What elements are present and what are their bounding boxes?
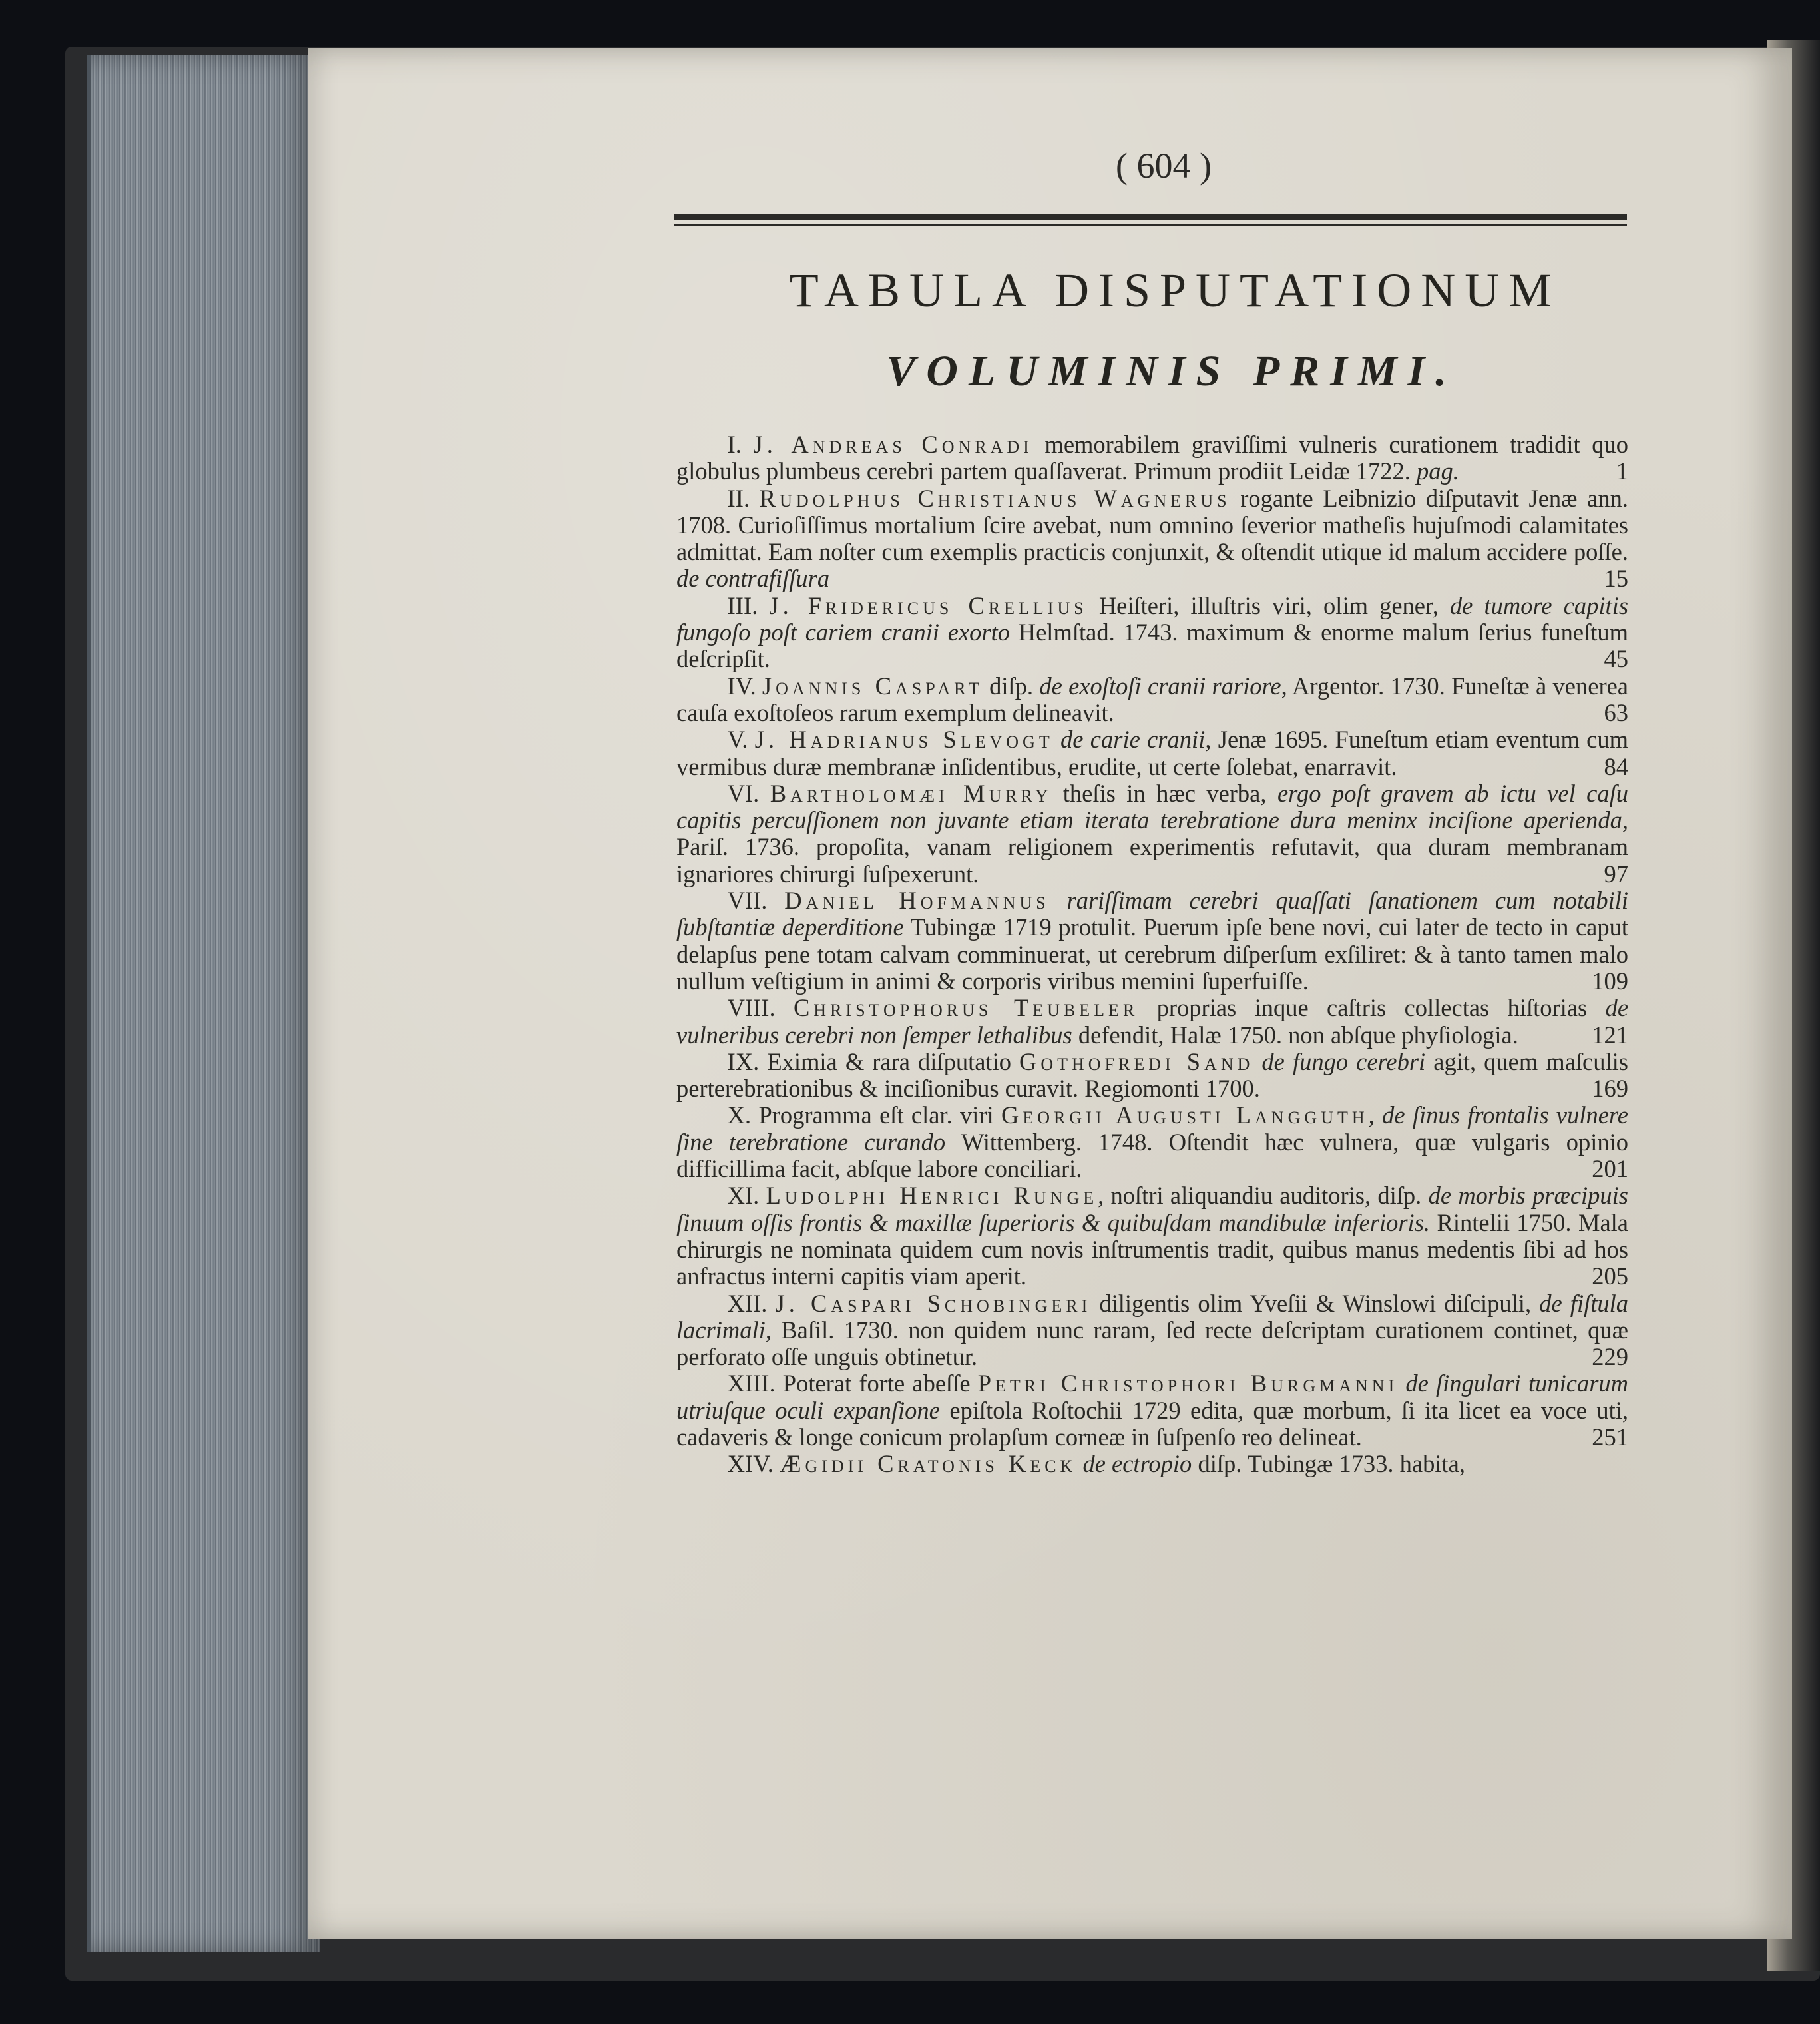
page-title: TABULA DISPUTATIONUM [789, 264, 1561, 317]
page-abbrev: pag. [1417, 457, 1459, 485]
toc-entry [676, 1049, 1628, 1103]
author-name: Rudolphus Christianus Wagnerus [759, 484, 1231, 512]
header-rule-thin [674, 224, 1627, 226]
page-fore-edge [87, 55, 320, 1952]
author-name: Bartholomæi Murry [770, 779, 1052, 807]
author-name: Daniel Hofmannus [784, 887, 1050, 915]
entry-numeral: I. [727, 431, 742, 458]
entry-numeral: VI. [727, 779, 760, 807]
entry-page-number: 109 [1592, 967, 1628, 995]
entry-page-number: 229 [1592, 1343, 1628, 1371]
toc-entry [676, 431, 1628, 485]
entry-text: diſp. [983, 672, 1040, 700]
author-name: J. Hadrianus Slevogt [754, 726, 1054, 754]
entry-numeral: XI. [727, 1182, 760, 1210]
entry-text: Eximia & rara diſputatio [767, 1047, 1019, 1075]
entry-title-italic: , de ſinus frontalis vulnere ſine terebratione curando [676, 1101, 1628, 1156]
entry-page-number: 169 [1592, 1075, 1628, 1103]
entry-text-continued: epiſtola Roſtochii 1729 edita, quæ morbum, ſi ita licet ea voce uti, cadaveris & longe conicum prolapſum corneæ in ſuſpenſo reo delineat. [676, 1396, 1628, 1451]
entry-numeral: VII. [727, 887, 768, 915]
entry-title-italic: de morbis præcipuis ſinuum oſſis frontis & maxillæ ſuperioris & quibuſdam mandibulæ inferioris. [676, 1182, 1629, 1236]
entry-title-italic: de contrafiſſura [676, 565, 830, 593]
author-name: J. Caspari Schobingeri [775, 1289, 1092, 1317]
entry-numeral: II. [727, 484, 750, 512]
entry-title-italic: de vulneribus cerebri non ſemper lethalibus [676, 994, 1629, 1049]
entry-text-continued: Rintelii 1750. Mala chirurgis ne nominata quidem cum novis inſtrumentis tradit, quibus manus medentis ſibi ad hos anfractus interni capitis viam aperit. [676, 1208, 1629, 1290]
entry-page-number: 251 [1592, 1423, 1628, 1451]
entry-numeral: V. [727, 726, 748, 754]
entry-numeral: XIV. [727, 1450, 774, 1478]
author-name: Petri Christophori Burgmanni [977, 1370, 1399, 1397]
entry-numeral: VIII. [727, 994, 776, 1022]
toc-entry [676, 995, 1628, 1049]
toc-entry [676, 1451, 1628, 1477]
entry-title-italic: de fungo cerebri [1253, 1047, 1426, 1075]
author-name: Christophorus Teubeler [793, 994, 1139, 1022]
author-name: Gothofredi Sand [1019, 1047, 1254, 1075]
entry-text-continued: agit, quem maſculis perterebrationibus & inciſionibus curavit. Regiomonti 1700. [676, 1047, 1628, 1103]
toc-entry [676, 780, 1628, 887]
toc-entry [676, 1370, 1628, 1451]
toc-entry [676, 673, 1628, 727]
entry-title-italic: de tumore capitis fungoſo poſt cariem cranii exorto [676, 591, 1629, 646]
entry-text-continued: , Pariſ. 1736. propoſita, vanam religionem experimentis refutavit, qua duram membranam ignariores chirurgi ſuſpexerunt. [676, 806, 1628, 887]
entry-text-continued: , Argentor. 1730. Funeſtæ à venerea cauſa exoſtoſeos rarum exemplum delineavit. [676, 672, 1629, 726]
entry-page-number: 205 [1592, 1262, 1628, 1290]
toc-entry [676, 726, 1628, 780]
entry-text: rogante Leibnizio diſputavit Jenæ ann. 1708. Curioſiſſimus mortalium ſcire avebat, num omnino ſeverior matheſis hujuſmodi calamitates admittat. Eam noſter cum exemplis practicis conjunxit, & oſtendit utique id malum accidere poſſe. [676, 484, 1628, 566]
entry-title-italic: ergo poſt gravem ab ictu vel caſu capitis percuſſionem non juvante etiam iterata terebratione dura meninx inciſione aperienda [676, 779, 1628, 834]
entry-page-number: 15 [1604, 565, 1628, 593]
entry-page-number: 201 [1592, 1155, 1628, 1183]
header-rule-thick [674, 214, 1627, 220]
entry-page-number: 63 [1604, 698, 1628, 726]
entry-text-continued: defendit, Halæ 1750. non abſque phyſiologia. [1072, 1021, 1518, 1049]
entry-numeral: IV. [727, 672, 756, 700]
entry-text: memorabilem graviſſimi vulneris curationem tradidit quo globulus plumbeus cerebri partem quaſſaverat. Primum prodiit Leidæ 1722. [676, 431, 1628, 485]
author-name: Georgii Augusti Langguth [1001, 1101, 1369, 1129]
entry-page-number: 84 [1604, 752, 1628, 780]
toc-entry [676, 1102, 1628, 1182]
author-name: J. Fridericus Crellius [769, 591, 1088, 619]
toc-entry [676, 887, 1628, 995]
entry-page-number: 97 [1604, 860, 1628, 887]
toc-entry [676, 593, 1628, 673]
author-name: Ægidii Cratonis Keck [780, 1450, 1077, 1478]
entry-page-number: 121 [1592, 1021, 1628, 1049]
toc-entry [676, 1290, 1628, 1371]
entry-text-continued: Baſil. 1730. non quidem nunc raram, ſed recte deſcriptam curationem continet, quæ perforato oſſe unguis obtinetur. [676, 1316, 1628, 1371]
table-of-contents [676, 431, 1628, 1478]
entry-text: proprias inque caſtris collectas hiſtorias [1138, 994, 1606, 1022]
page-number: ( 604 ) [1116, 146, 1212, 186]
entry-title-italic: de exoſtoſi cranii rariore [1039, 672, 1281, 700]
entry-text-continued: Helmſtad. 1743. maximum & enorme malum ſerius funeſtum deſcripſit. [676, 619, 1628, 673]
author-name: J. Andreas Conradi [753, 431, 1033, 458]
author-name: Ludolphi Henrici Runge [766, 1182, 1098, 1210]
entry-text: diligentis olim Yveſii & Winslowi diſcipuli, [1091, 1289, 1540, 1317]
entry-numeral: X. [727, 1101, 752, 1129]
entry-text-continued: Wittemberg. 1748. Oſtendit hæc vulnera, quæ vulgaris opinio difficillima facit, abſque labore conciliari. [676, 1128, 1629, 1183]
entry-text: Heiſteri, illuſtris viri, olim gener, [1087, 591, 1450, 619]
entry-page-number: 1 [1616, 457, 1628, 485]
toc-entry [676, 1182, 1628, 1290]
entry-page-number: 45 [1604, 645, 1628, 673]
entry-title-italic: rariſſimam cerebri quaſſati ſanationem cum notabili ſubſtantiæ deperditione [676, 887, 1629, 941]
entry-title-italic: de ſingulari tunicarum utriuſque oculi expanſione [676, 1370, 1629, 1424]
entry-text: theſis in hæc verba, [1052, 779, 1277, 807]
entry-text-continued: diſp. Tubingæ 1733. habita, [1192, 1450, 1465, 1478]
toc-entry [676, 485, 1628, 593]
entry-title-italic: de carie cranii [1053, 726, 1206, 754]
entry-numeral: XII. [727, 1289, 768, 1317]
page-subtitle: VOLUMINIS PRIMI. [886, 347, 1457, 395]
entry-title-italic: de fiſtula lacrimali, [676, 1289, 1629, 1344]
entry-text-continued: , Jenæ 1695. Funeſtum etiam eventum cum vermibus duræ membranæ inſidentibus, erudite, ut certe ſolebat, enarravit. [676, 726, 1629, 780]
entry-text-continued: Tubingæ 1719 protulit. Puerum ipſe bene novi, cui later de tecto in caput delapſus pene totam calvam comminuerat, ut cerebrum diſperſum exſiliret: & à tanto tamen malo nullum veſtigium in animi & corporis viribus memini ſuperfuiſſe. [676, 913, 1628, 995]
entry-numeral: III. [727, 591, 758, 619]
entry-text: Programma eſt clar. viri [758, 1101, 1002, 1129]
author-name: Joannis Caspart [762, 672, 983, 700]
entry-text: Poterat forte abeſſe [782, 1370, 978, 1397]
entry-numeral: XIII. [727, 1370, 776, 1397]
entry-numeral: IX. [727, 1047, 760, 1075]
entry-title-italic: de ectropio [1076, 1450, 1192, 1478]
entry-text: , noſtri aliquandiu auditoris, diſp. [1098, 1182, 1429, 1210]
